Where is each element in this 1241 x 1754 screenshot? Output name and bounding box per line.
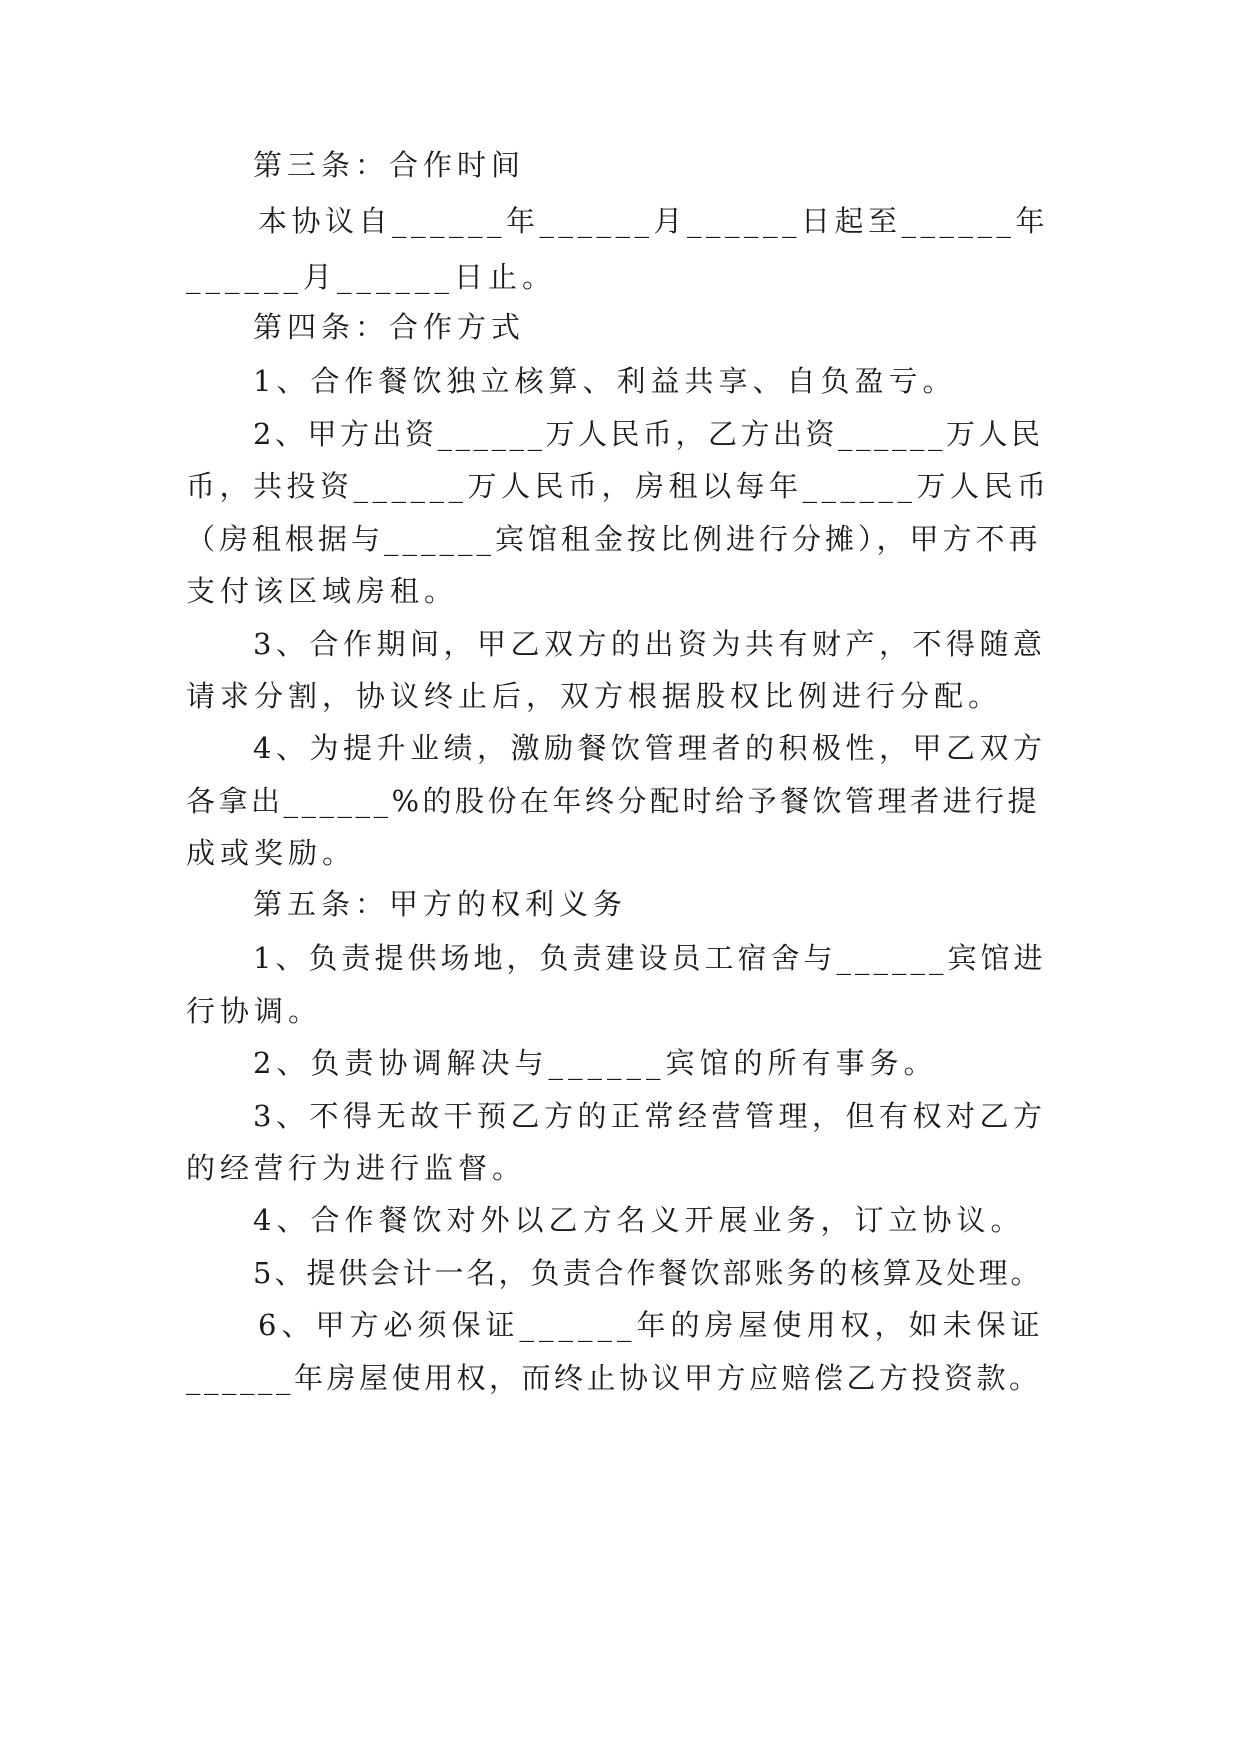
article-3-heading: 第三条：合作时间 <box>253 148 526 182</box>
paragraph-line: 请求分割，协议终止后，双方根据股权比例进行分配。 <box>186 679 1003 713</box>
paragraph-line: 3、合作期间，甲乙双方的出资为共有财产，不得随意 <box>253 627 1047 661</box>
article-5-heading: 第五条：甲方的权利义务 <box>253 887 628 921</box>
paragraph-line: 3、不得无故干预乙方的正常经营管理，但有权对乙方 <box>253 1099 1047 1133</box>
paragraph-line: ______月______日止。 <box>186 260 557 294</box>
paragraph-line: ______年房屋使用权，而终止协议甲方应赔偿乙方投资款。 <box>186 1361 1042 1395</box>
paragraph-line: 1、合作餐饮独立核算、利益共享、自负盈亏。 <box>253 364 957 398</box>
paragraph-line: 4、为提升业绩，激励餐饮管理者的积极性，甲乙双方 <box>253 731 1047 765</box>
paragraph-line: 的经营行为进行监督。 <box>186 1151 527 1185</box>
paragraph-line: 行协调。 <box>186 994 323 1028</box>
paragraph-line: （房租根据与______宾馆租金按比例进行分摊），甲方不再 <box>186 522 1042 556</box>
paragraph-line: 币，共投资______万人民币，房租以每年______万人民币 <box>186 469 1051 503</box>
paragraph-line: 6、甲方必须保证______年的房屋使用权，如未保证 <box>258 1308 1045 1342</box>
paragraph-line: 5、提供会计一名，负责合作餐饮部账务的核算及处理。 <box>253 1256 1043 1290</box>
paragraph-line: 本协议自______年______月______日起至______年 <box>258 204 1050 238</box>
paragraph-line: 成或奖励。 <box>186 836 357 870</box>
paragraph-line: 2、甲方出资______万人民币，乙方出资______万人民 <box>253 417 1044 451</box>
paragraph-line: 2、负责协调解决与______宾馆的所有事务。 <box>253 1046 938 1080</box>
article-4-heading: 第四条：合作方式 <box>253 310 526 344</box>
paragraph-line: 4、合作餐饮对外以乙方名义开展业务，订立协议。 <box>253 1203 1025 1237</box>
paragraph-line: 各拿出______%的股份在年终分配时给予餐饮管理者进行提 <box>186 784 1041 818</box>
paragraph-line: 支付该区域房租。 <box>186 574 459 608</box>
paragraph-line: 1、负责提供场地，负责建设员工宿舍与______宾馆进 <box>253 941 1047 975</box>
